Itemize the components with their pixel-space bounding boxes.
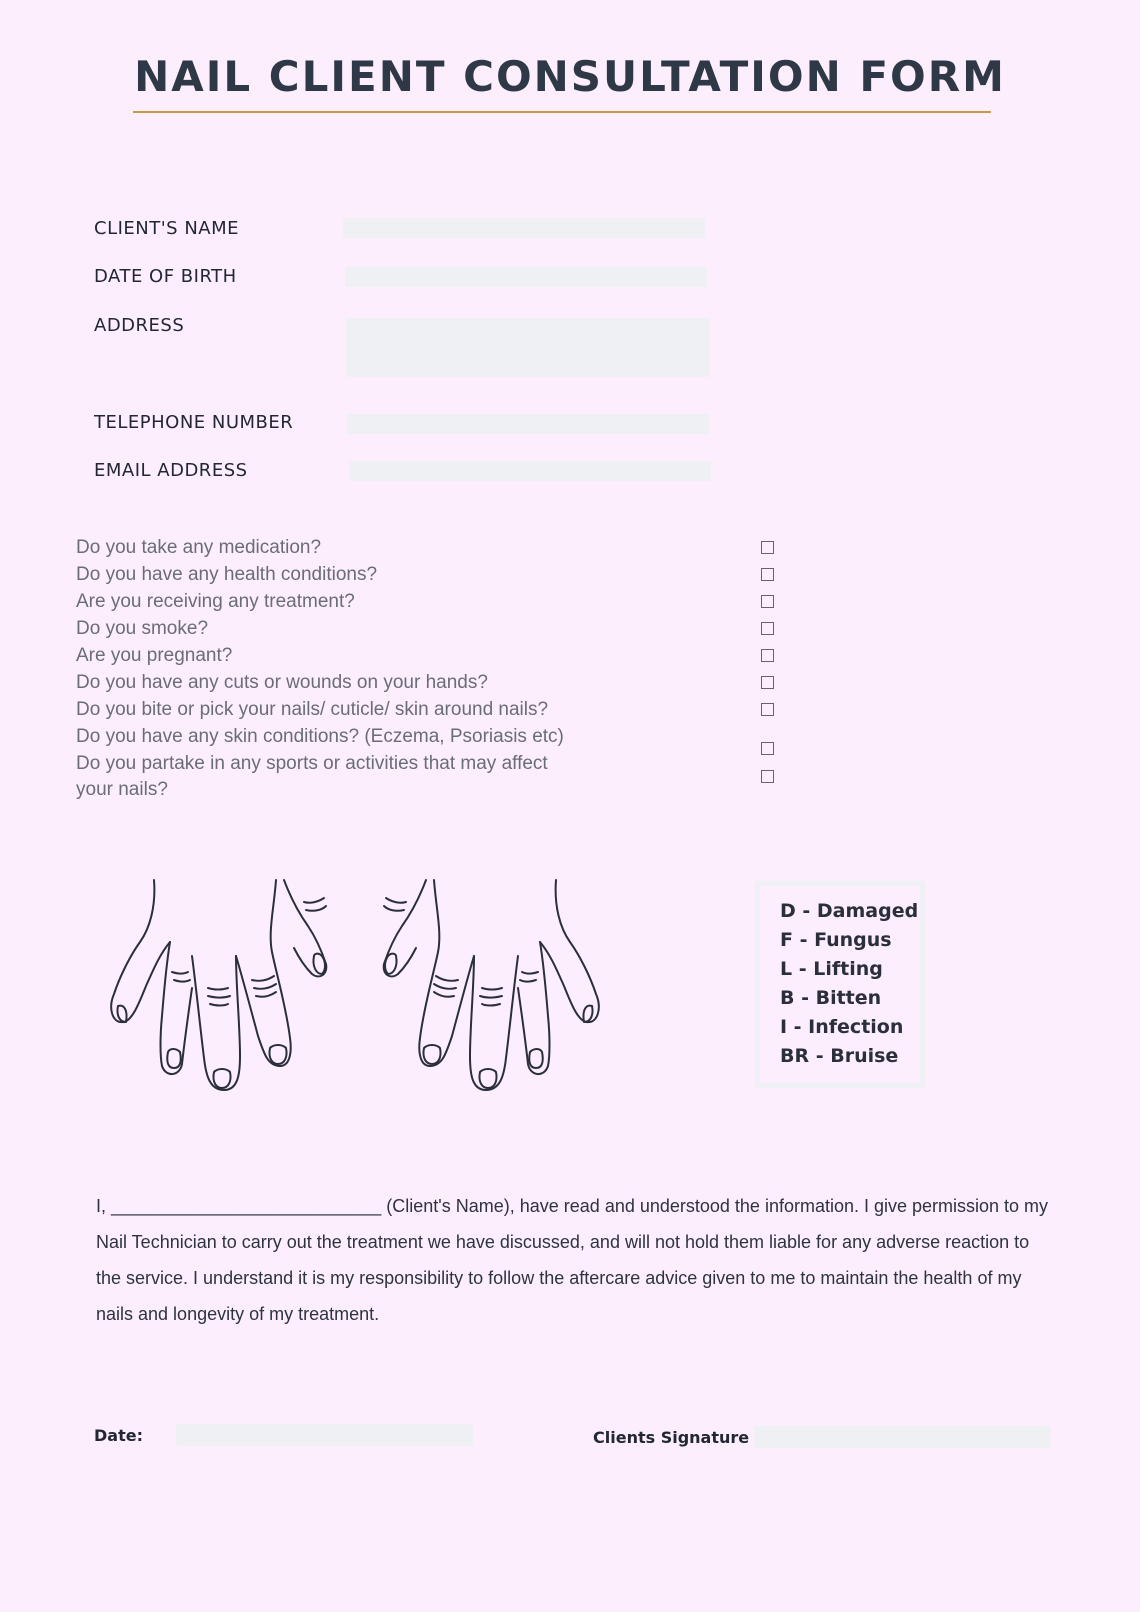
checkbox-sports[interactable] — [761, 770, 774, 783]
consent-statement: I, ___________________________ (Client's Name), have read and understood the information. I give permission to my Nail Technician to carry out the treatment we have discussed, and will not hold them liable for any adverse reaction to the service. I understand it is my responsibility to follow the aftercare advice given to me to maintain the health of my nails and longevity of my treatment. — [96, 1196, 1049, 1324]
address-label: ADDRESS — [94, 315, 185, 336]
date-label: Date: — [94, 1426, 143, 1445]
telephone-input[interactable] — [347, 414, 709, 434]
legend-bruise: BR - Bruise — [780, 1045, 899, 1067]
question-treatment: Are you receiving any treatment? — [76, 591, 355, 612]
signature-input[interactable] — [754, 1426, 1051, 1448]
question-smoke: Do you smoke? — [76, 618, 209, 639]
signature-label: Clients Signature — [593, 1428, 750, 1447]
nail-condition-legend — [755, 881, 925, 1088]
checkbox-treatment[interactable] — [761, 595, 774, 608]
hands-outline-icon — [100, 876, 610, 1106]
checkbox-bite-nails[interactable] — [761, 703, 774, 716]
checkbox-smoke[interactable] — [761, 622, 774, 635]
question-medication: Do you take any medication? — [76, 537, 322, 558]
checkbox-medication[interactable] — [761, 541, 774, 554]
question-health-conditions: Do you have any health conditions? — [76, 564, 378, 585]
legend-damaged: D - Damaged — [780, 900, 919, 922]
checkbox-pregnant[interactable] — [761, 649, 774, 662]
question-cuts-wounds: Do you have any cuts or wounds on your hands? — [76, 672, 488, 693]
address-input[interactable] — [346, 318, 710, 377]
question-skin-conditions: Do you have any skin conditions? (Eczema, Psoriasis etc) — [76, 726, 564, 747]
legend-bitten: B - Bitten — [780, 987, 882, 1009]
question-pregnant: Are you pregnant? — [76, 645, 233, 666]
client-name-label: CLIENT'S NAME — [94, 218, 240, 239]
question-bite-nails: Do you bite or pick your nails/ cuticle/ skin around nails? — [76, 699, 549, 720]
date-input[interactable] — [176, 1424, 473, 1446]
legend-lifting: L - Lifting — [780, 958, 883, 980]
email-input[interactable] — [349, 461, 711, 481]
date-of-birth-input[interactable] — [345, 267, 707, 287]
date-of-birth-label: DATE OF BIRTH — [94, 266, 237, 287]
title-underline — [133, 111, 991, 113]
checkbox-skin-conditions[interactable] — [761, 742, 774, 755]
telephone-label: TELEPHONE NUMBER — [94, 412, 294, 433]
legend-infection: I - Infection — [780, 1016, 904, 1038]
checkbox-health-conditions[interactable] — [761, 568, 774, 581]
checkbox-cuts-wounds[interactable] — [761, 676, 774, 689]
form-title: NAIL CLIENT CONSULTATION FORM — [134, 52, 1006, 101]
question-sports: Do you partake in any sports or activities that may affect your nails? — [76, 753, 548, 800]
legend-fungus: F - Fungus — [780, 929, 892, 951]
email-label: EMAIL ADDRESS — [94, 460, 248, 481]
client-name-input[interactable] — [343, 218, 705, 238]
